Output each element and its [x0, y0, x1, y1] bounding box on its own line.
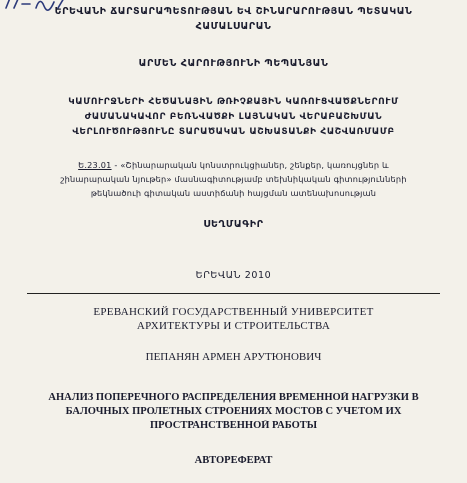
russian-university-line-1: ЕРЕВАНСКИЙ ГОСУДАРСТВЕННЫЙ УНИВЕРСИТЕТ: [93, 306, 374, 318]
russian-title-line-3: ПРОСТРАНСТВЕННОЙ РАБОТЫ: [149, 420, 318, 431]
armenian-city-year: ԵՐԵՎԱՆ 2010: [195, 270, 272, 281]
armenian-title-line-1: ԿԱՄՈՒՐՋՆԵՐԻ ՀԵԾԱՆԱՅԻՆ ԹՌԻՉՔԱՅԻՆ ԿԱՌՈՒՑՎԱԾՔՆԵՐՈՒՄ: [68, 97, 399, 107]
armenian-title-line-3: ՎԵՐԼՈՒԾՈՒԹՅՈՒՆԸ ՏԱՐԱԾԱԿԱՆ ԱՇԽԱՏԱՆՔԻ ՀԱՇՎԱՌՄԱՄԲ: [72, 127, 395, 137]
specialty-code: Ե.23.01: [78, 160, 112, 170]
specialty-line-1-text: - «Շինարարական կոնստրուկցիաներ, շենքեր, կառույցներ և: [111, 160, 389, 170]
russian-title-line-2: БАЛОЧНЫХ ПРОЛЕТНЫХ СТРОЕНИЯХ МОСТОВ С УЧЕТОМ ИХ: [65, 406, 402, 417]
armenian-author-name: ԱՐՄԵՆ ՀԱՐՈՒԹՅՈՒՆԻ ՊԵՊԱՆՅԱՆ: [138, 58, 329, 69]
armenian-specialty-line-3: թեկնածուի գիտական աստիճանի հայցման ատենախոսության: [90, 188, 377, 198]
armenian-specialty-line-2: շինարարական նյութեր» մասնագիտությամբ տեխնիկական գիտությունների: [60, 174, 407, 184]
armenian-university-line-1: ԵՐԵՎԱՆԻ ՃԱՐՏԱՐԱՊԵՏՈՒԹՅԱՆ ԵՎ ՇԻՆԱՐԱՐՈՒԹՅԱՆ ՊԵՏԱԿԱՆ: [54, 6, 413, 17]
armenian-document-type: ՍԵՂՄԱԳԻՐ: [203, 219, 264, 230]
armenian-title-line-2: ԺԱՄԱՆԱԿԱՎՈՐ ԲԵՌՆՎԱԾՔԻ ԼԱՅՆԱԿԱՆ ՎԵՐԱԲԱՇԽՄԱՆ: [84, 112, 383, 122]
russian-author-name: ПЕПАНЯН АРМЕН АРУТЮНОВИЧ: [145, 351, 322, 363]
armenian-specialty-line-1: [0, 160, 467, 170]
section-divider: [27, 293, 440, 294]
russian-university-line-2: АРХИТЕКТУРЫ И СТРОИТЕЛЬСТВА: [136, 320, 331, 332]
russian-document-type: АВТОРЕФЕРАТ: [194, 455, 273, 466]
russian-title-line-1: АНАЛИЗ ПОПЕРЕЧНОГО РАСПРЕДЕЛЕНИЯ ВРЕМЕННОЙ НАГРУЗКИ В: [48, 392, 419, 403]
armenian-university-line-2: ՀԱՄԱԼՍԱՐԱՆ: [195, 21, 272, 32]
